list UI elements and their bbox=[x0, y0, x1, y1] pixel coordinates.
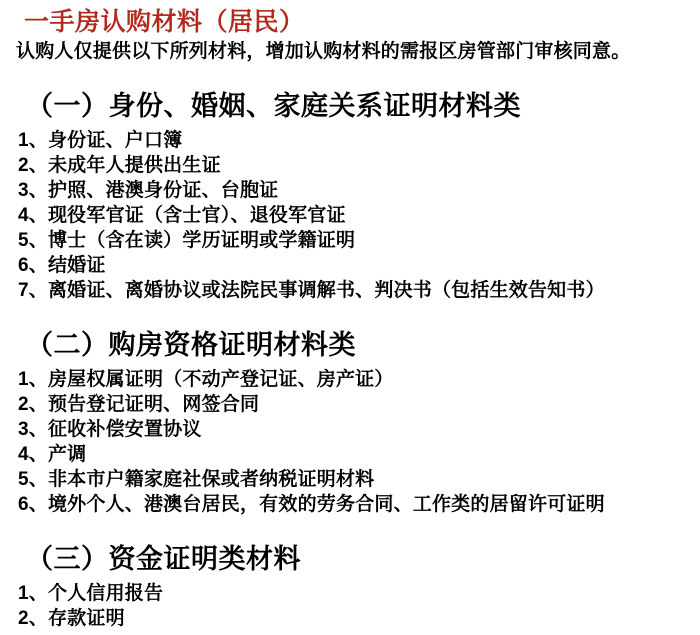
list-item: 1、个人信用报告 bbox=[18, 583, 164, 604]
page-subtitle: 认购人仅提供以下所列材料，增加认购材料的需报区房管部门审核同意。 bbox=[16, 41, 631, 62]
list-item: 3、护照、港澳身份证、台胞证 bbox=[18, 180, 279, 201]
section-heading: （二）购房资格证明材料类 bbox=[26, 330, 356, 360]
list-item: 6、结婚证 bbox=[18, 255, 106, 276]
section-heading: （一）身份、婚姻、家庭关系证明材料类 bbox=[26, 91, 521, 121]
list-item: 2、未成年人提供出生证 bbox=[18, 155, 221, 176]
list-item: 2、存款证明 bbox=[18, 608, 125, 629]
section-item-list bbox=[16, 581, 690, 631]
list-item: 5、博士（含在读）学历证明或学籍证明 bbox=[18, 230, 356, 251]
list-item: 6、境外个人、港澳台居民，有效的劳务合同、工作类的居留许可证明 bbox=[18, 494, 605, 515]
list-item: 4、现役军官证（含士官）、退役军官证 bbox=[18, 205, 346, 226]
section-item-list bbox=[16, 367, 690, 517]
list-item: 1、房屋权属证明（不动产登记证、房产证） bbox=[18, 369, 394, 390]
list-item: 7、离婚证、离婚协议或法院民事调解书、判决书（包括生效告知书） bbox=[18, 280, 605, 301]
page-title: 一手房认购材料（居民） bbox=[24, 8, 305, 36]
section-item-list bbox=[16, 128, 690, 303]
list-item: 2、预告登记证明、网签合同 bbox=[18, 394, 260, 415]
section-heading: （三）资金证明类材料 bbox=[26, 544, 301, 574]
list-item: 4、产调 bbox=[18, 444, 87, 465]
section-funds-proof bbox=[16, 543, 690, 631]
section-identity-marriage-family bbox=[16, 90, 690, 303]
list-item: 3、征收补偿安置协议 bbox=[18, 419, 202, 440]
list-item: 5、非本市户籍家庭社保或者纳税证明材料 bbox=[18, 469, 375, 490]
list-item: 1、身份证、户口簿 bbox=[18, 130, 183, 151]
section-purchase-qualification bbox=[16, 329, 690, 517]
